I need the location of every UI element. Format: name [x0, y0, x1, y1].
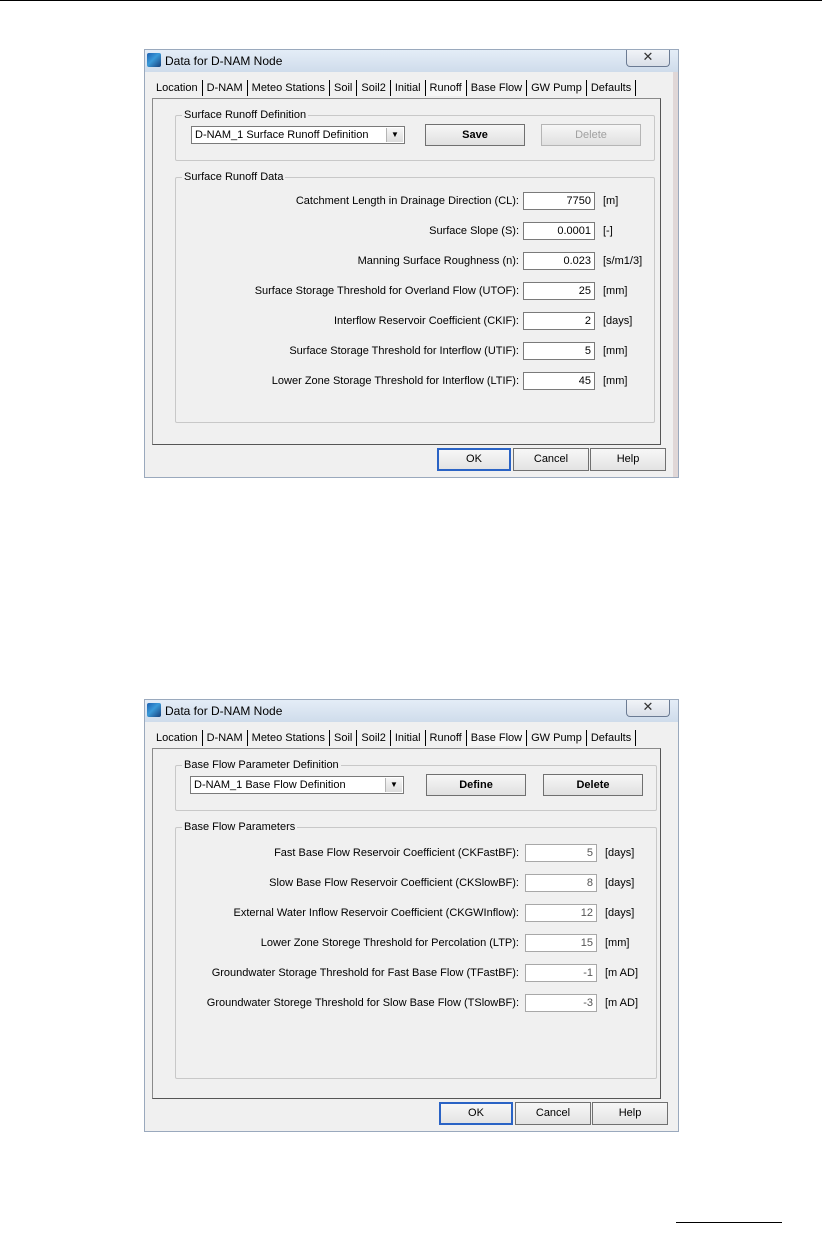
parameter-unit: [mm] — [603, 375, 628, 387]
tab-strip — [152, 730, 636, 748]
chevron-down-icon[interactable]: ▼ — [385, 778, 402, 792]
parameter-unit: [days] — [605, 907, 635, 919]
tab-initial[interactable]: Initial — [391, 80, 426, 96]
parameter-row — [153, 341, 519, 361]
parameter-value-input[interactable]: 2 — [523, 312, 595, 330]
parameter-row — [153, 963, 519, 983]
close-icon: ✕ — [642, 699, 654, 714]
parameter-unit: [days] — [603, 315, 633, 327]
parameter-row — [153, 371, 519, 391]
parameter-label: Groundwater Storege Threshold for Slow Base Flow (TSlowBF): — [206, 997, 519, 1009]
parameter-value-input[interactable]: 5 — [523, 342, 595, 360]
group-legend: Surface Runoff Data — [184, 171, 284, 183]
window-title: Data for D-NAM Node — [165, 704, 283, 718]
tab-d-nam[interactable]: D-NAM — [203, 80, 248, 96]
parameter-label: Surface Slope (S): — [429, 225, 519, 237]
group-legend: Surface Runoff Definition — [184, 109, 307, 121]
tab-defaults[interactable]: Defaults — [587, 730, 636, 746]
parameter-unit: [-] — [603, 225, 613, 237]
tab-soil2[interactable]: Soil2 — [357, 80, 390, 96]
parameter-label: Manning Surface Roughness (n): — [357, 255, 519, 267]
parameter-row — [153, 873, 519, 893]
parameter-label: Interflow Reservoir Coefficient (CKIF): — [333, 315, 519, 327]
parameter-value-input[interactable]: 8 — [525, 874, 597, 892]
tab-location[interactable]: Location — [152, 80, 203, 96]
definition-combo[interactable] — [191, 126, 405, 144]
tab-soil2[interactable]: Soil2 — [357, 730, 390, 746]
parameter-label: Lower Zone Storege Threshold for Percolation (LTP): — [260, 937, 519, 949]
title-bar[interactable] — [145, 50, 678, 72]
cancel-button[interactable]: Cancel — [513, 448, 589, 471]
close-icon: ✕ — [642, 49, 654, 64]
page-bottom-rule — [676, 1222, 782, 1223]
combo-value: D-NAM_1 Surface Runoff Definition — [195, 129, 369, 141]
parameter-value-input[interactable]: 5 — [525, 844, 597, 862]
parameter-value-input[interactable]: 0.023 — [523, 252, 595, 270]
parameter-row — [153, 993, 519, 1013]
group-legend: Base Flow Parameters — [184, 821, 296, 833]
parameter-label: Surface Storage Threshold for Overland Flow (UTOF): — [254, 285, 519, 297]
tab-panel — [152, 748, 661, 1099]
parameter-value-input[interactable]: -1 — [525, 964, 597, 982]
parameter-row — [153, 843, 519, 863]
dialog-client — [152, 730, 671, 1125]
parameter-row — [153, 281, 519, 301]
parameter-value-input[interactable]: 25 — [523, 282, 595, 300]
parameter-label: Slow Base Flow Reservoir Coefficient (CKSlowBF): — [269, 877, 519, 889]
parameter-label: Lower Zone Storage Threshold for Interflow (LTIF): — [271, 375, 519, 387]
tab-base-flow[interactable]: Base Flow — [467, 80, 527, 96]
save-button[interactable]: Save — [425, 124, 525, 146]
dialog-client — [152, 80, 671, 471]
parameter-row — [153, 933, 519, 953]
parameter-unit: [mm] — [603, 345, 628, 357]
parameter-label: Surface Storage Threshold for Interflow (UTIF): — [289, 345, 519, 357]
parameter-row — [153, 251, 519, 271]
tab-gw-pump[interactable]: GW Pump — [527, 730, 587, 746]
tab-runoff[interactable]: Runoff — [426, 730, 467, 746]
parameter-label: Groundwater Storage Threshold for Fast Base Flow (TFastBF): — [211, 967, 519, 979]
parameter-value-input[interactable]: 0.0001 — [523, 222, 595, 240]
ok-button[interactable]: OK — [439, 1102, 513, 1125]
tab-soil[interactable]: Soil — [330, 80, 357, 96]
parameter-value-input[interactable]: 7750 — [523, 192, 595, 210]
chevron-down-icon[interactable]: ▼ — [386, 128, 403, 142]
app-icon — [147, 703, 161, 717]
app-icon — [147, 53, 161, 67]
help-button[interactable]: Help — [590, 448, 666, 471]
combo-value: D-NAM_1 Base Flow Definition — [194, 779, 346, 791]
delete-button[interactable]: Delete — [543, 774, 643, 796]
parameter-label: External Water Inflow Reservoir Coefficient (CKGWInflow): — [233, 907, 519, 919]
parameter-unit: [mm] — [603, 285, 628, 297]
parameter-unit: [m] — [603, 195, 619, 207]
parameter-label: Fast Base Flow Reservoir Coefficient (CKFastBF): — [274, 847, 519, 859]
parameter-unit: [days] — [605, 847, 635, 859]
parameter-row — [153, 311, 519, 331]
tab-runoff[interactable]: Runoff — [426, 80, 467, 96]
parameter-row — [153, 221, 519, 241]
parameter-value-input[interactable]: -3 — [525, 994, 597, 1012]
tab-base-flow[interactable]: Base Flow — [467, 730, 527, 746]
group-legend: Base Flow Parameter Definition — [184, 759, 339, 771]
d-nam-dialog-runoff — [144, 49, 679, 478]
tab-gw-pump[interactable]: GW Pump — [527, 80, 587, 96]
tab-meteo-stations[interactable]: Meteo Stations — [248, 80, 330, 96]
tab-panel — [152, 98, 661, 445]
parameter-unit: [days] — [605, 877, 635, 889]
title-bar[interactable] — [145, 700, 678, 722]
parameter-label: Catchment Length in Drainage Direction (CL): — [295, 195, 519, 207]
tab-meteo-stations[interactable]: Meteo Stations — [248, 730, 330, 746]
tab-strip — [152, 80, 636, 98]
cancel-button[interactable]: Cancel — [515, 1102, 591, 1125]
parameter-unit: [m AD] — [605, 997, 639, 1009]
ok-button[interactable]: OK — [437, 448, 511, 471]
tab-soil[interactable]: Soil — [330, 730, 357, 746]
d-nam-dialog-base-flow — [144, 699, 679, 1132]
define-button[interactable]: Define — [426, 774, 526, 796]
parameter-row — [153, 903, 519, 923]
tab-defaults[interactable]: Defaults — [587, 80, 636, 96]
parameter-value-input[interactable]: 45 — [523, 372, 595, 390]
tab-d-nam[interactable]: D-NAM — [203, 730, 248, 746]
parameter-row — [153, 191, 519, 211]
parameter-value-input[interactable]: 12 — [525, 904, 597, 922]
help-button[interactable]: Help — [592, 1102, 668, 1125]
definition-combo[interactable] — [190, 776, 404, 794]
parameter-unit: [mm] — [605, 937, 630, 949]
tab-initial[interactable]: Initial — [391, 730, 426, 746]
page-top-rule — [0, 0, 822, 1]
parameter-unit: [m AD] — [605, 967, 639, 979]
close-button[interactable] — [626, 699, 670, 717]
parameter-value-input[interactable]: 15 — [525, 934, 597, 952]
close-button[interactable] — [626, 49, 670, 67]
window-title: Data for D-NAM Node — [165, 54, 283, 68]
tab-location[interactable]: Location — [152, 730, 203, 746]
window-edge — [673, 72, 678, 477]
parameter-unit: [s/m1/3] — [603, 255, 643, 267]
delete-button[interactable]: Delete — [541, 124, 641, 146]
